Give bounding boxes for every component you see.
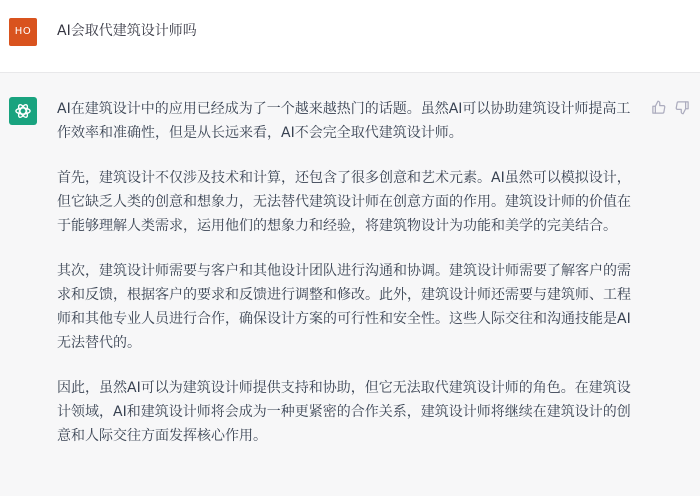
assistant-message-row (0, 73, 700, 496)
user-avatar: HO (9, 18, 37, 46)
assistant-avatar (9, 97, 37, 125)
thumbs-up-icon (651, 100, 666, 115)
thumbs-up-button[interactable] (650, 99, 666, 115)
answer-paragraph: 首先，建筑设计不仅涉及技术和计算，还包含了很多创意和艺术元素。AI虽然可以模拟设计，但它缺乏人类的创意和想象力，无法替代建筑设计师在创意方面的作用。建筑设计师的价值在于能够理解人类需求，运用他们的想象力和经验，将建筑物设计为功能和美学的完美结合。 (57, 170, 631, 234)
answer-paragraph: 其次，建筑设计师需要与客户和其他设计团队进行沟通和协调。建筑设计师需要了解客户的需求和反馈，根据客户的要求和反馈进行调整和修改。此外，建筑设计师还需要与建筑师、工程师和其他专业人员进行合作，确保设计方案的可行性和安全性。这些人际交往和沟通技能是AI无法替代的。 (57, 263, 631, 351)
assistant-message-text (57, 97, 632, 469)
user-message-text: AI会取代建筑设计师吗 (57, 23, 197, 39)
openai-logo-icon (13, 101, 33, 121)
answer-paragraph: 因此，虽然AI可以为建筑设计师提供支持和协助，但它无法取代建筑设计师的角色。在建筑设计领域，AI和建筑设计师将会成为一种更紧密的合作关系，建筑设计师将继续在建筑设计的创意和人际交往方面发挥核心作用。 (57, 380, 631, 444)
thumbs-down-button[interactable] (674, 99, 690, 115)
user-message-row (0, 0, 700, 73)
answer-paragraph: AI在建筑设计中的应用已经成为了一个越来越热门的话题。虽然AI可以协助建筑设计师提高工作效率和准确性，但是从长远来看，AI不会完全取代建筑设计师。 (57, 101, 631, 141)
thumbs-down-icon (675, 100, 690, 115)
